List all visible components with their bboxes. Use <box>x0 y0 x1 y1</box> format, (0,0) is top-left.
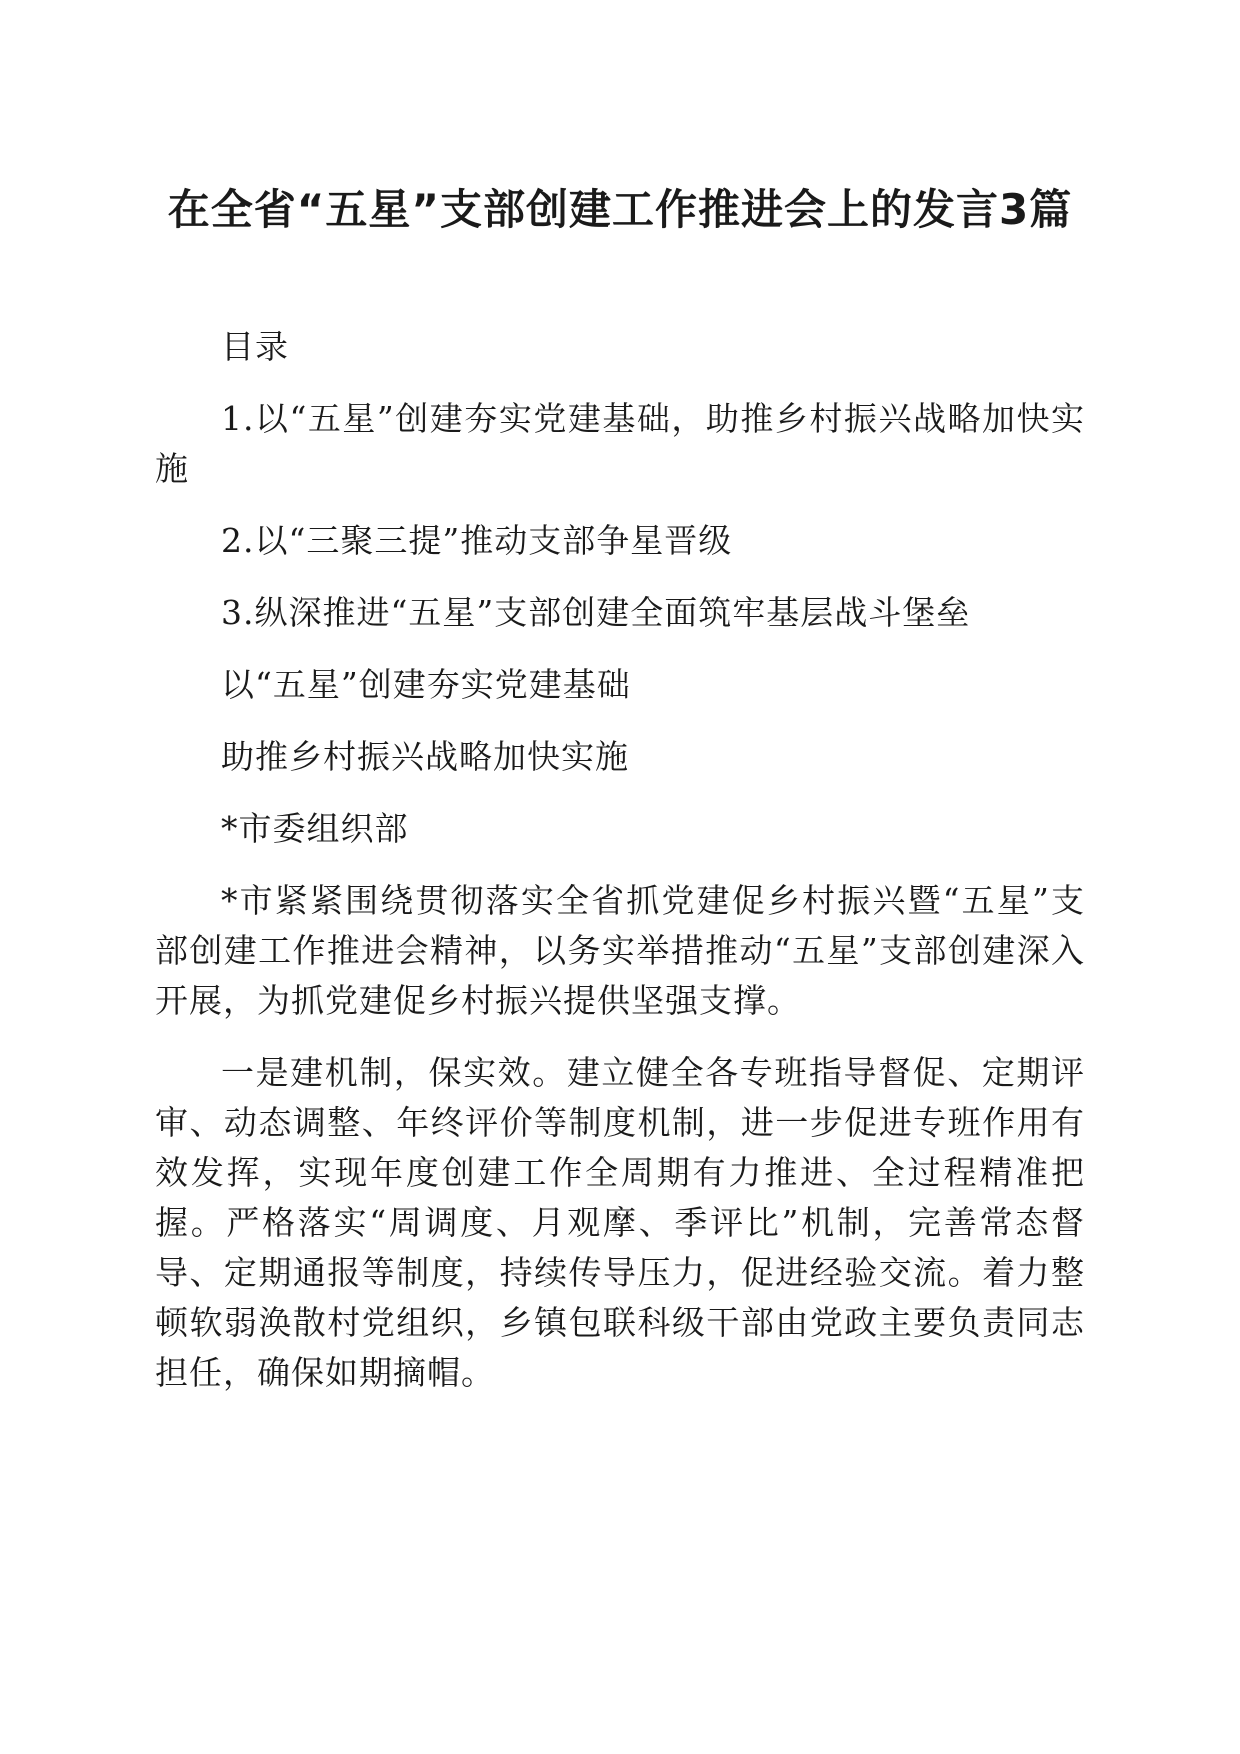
section-title-line-1: 以“五星”创建夯实党建基础 <box>221 665 631 704</box>
toc-item-3: 3.纵深推进“五星”支部创建全面筑牢基层战斗堡垒 <box>221 593 971 632</box>
toc-item-2: 2.以“三聚三提”推动支部争星晋级 <box>221 521 733 560</box>
toc-item-1: 1.以“五星”创建夯实党建基础，助推乡村振兴战略加快实施 <box>155 399 1085 488</box>
intro-paragraph: *市紧紧围绕贯彻落实全省抓党建促乡村振兴暨“五星”支部创建工作推进会精神，以务实举措推动“五星”支部创建深入开展，为抓党建促乡村振兴提供坚强支撑。 <box>155 881 1085 1020</box>
author-organization: *市委组织部 <box>221 809 409 848</box>
document-title: 在全省“五星”支部创建工作推进会上的发言3篇 <box>167 185 1073 234</box>
document-body <box>155 322 1085 1420</box>
section-title-line-2: 助推乡村振兴战略加快实施 <box>221 737 629 776</box>
toc-heading: 目录 <box>221 327 289 366</box>
body-paragraph: 一是建机制，保实效。建立健全各专班指导督促、定期评审、动态调整、年终评价等制度机制，进一步促进专班作用有效发挥，实现年度创建工作全周期有力推进、全过程精准把握。严格落实“周调度、月观摩、季评比”机制，完善常态督导、定期通报等制度，持续传导压力，促进经验交流。着力整顿软弱涣散村党组织，乡镇包联科级干部由党政主要负责同志担任，确保如期摘帽。 <box>155 1053 1085 1392</box>
